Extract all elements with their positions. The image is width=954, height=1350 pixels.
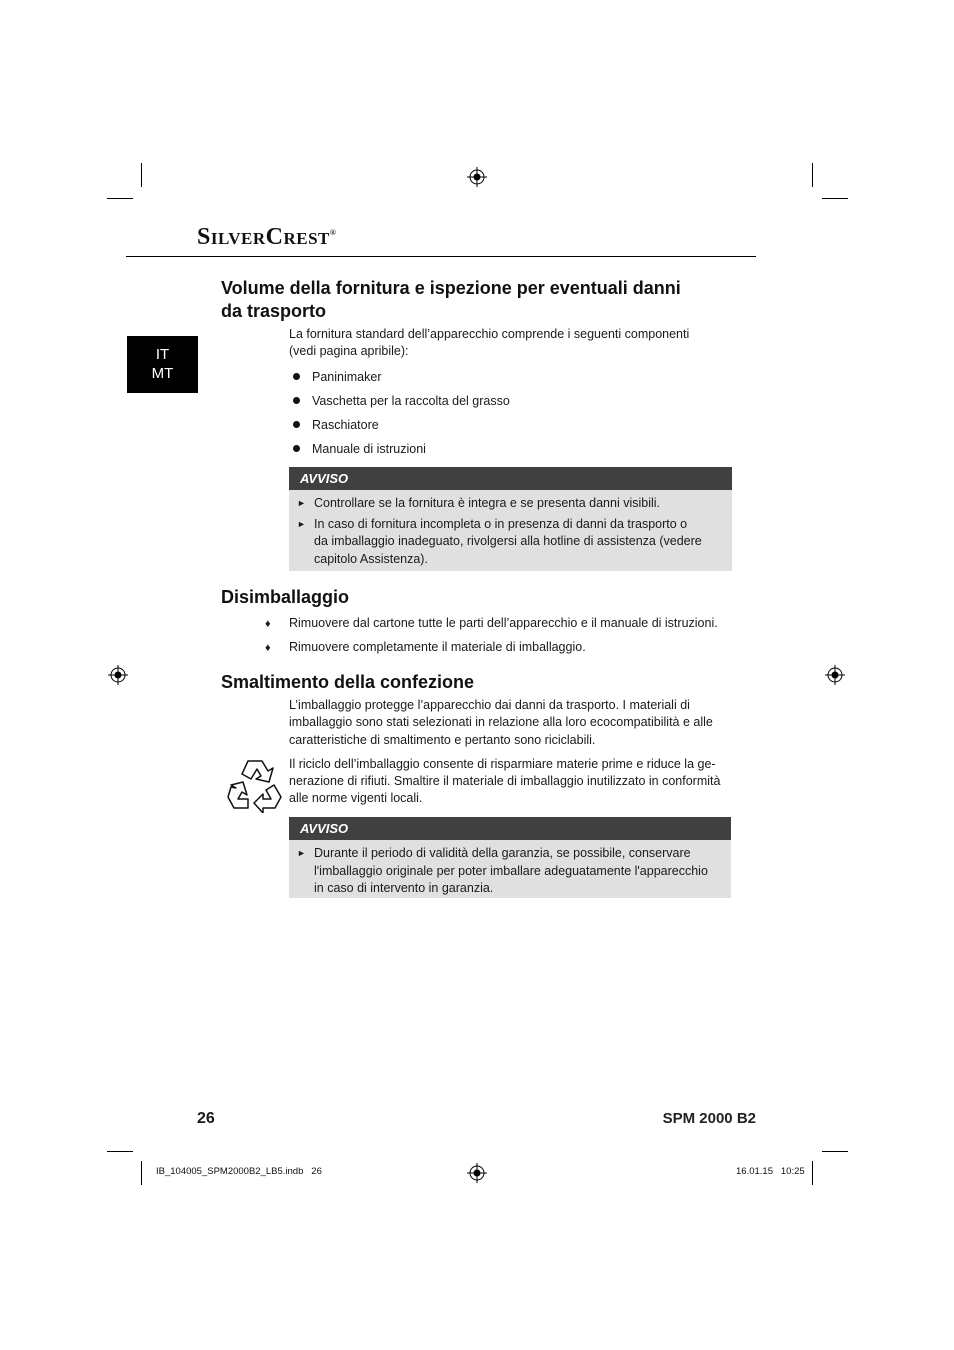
list-item-label: Manuale di istruzioni <box>312 442 426 456</box>
bullet-dot-icon <box>293 421 300 428</box>
paragraph-line: L’imballaggio protegge l’apparecchio dai danni da trasporto. I materiali di <box>289 698 690 712</box>
list-item-label: Vaschetta per la raccolta del grasso <box>312 394 510 408</box>
slug-file: IB_104005_SPM2000B2_LB5.indb 26 <box>156 1166 322 1177</box>
recycle-icon <box>226 757 284 813</box>
paragraph-line: caratteristiche di smaltimento e pertanto sono riciclabili. <box>289 733 596 747</box>
step-item <box>265 615 718 632</box>
page-number: 26 <box>197 1110 215 1127</box>
notice-item-text: In caso di fornitura incompleta o in presenza di danni da trasporto o <box>314 516 688 531</box>
crop-mark <box>107 1151 133 1152</box>
intro-line1: La fornitura standard dell’apparecchio comprende i seguenti componenti <box>289 327 690 341</box>
crop-mark <box>822 1151 848 1152</box>
crop-mark <box>107 198 133 199</box>
bullet-dot-icon <box>293 397 300 404</box>
notice-item-text: in caso di intervento in garanzia. <box>314 881 494 895</box>
notice-item-text: l'imballaggio originale per poter imballare adeguatamente l'apparecchio <box>314 863 708 878</box>
list-item-label: Raschiatore <box>312 418 379 432</box>
notice-body <box>289 490 732 571</box>
registration-mark-icon <box>467 1163 487 1183</box>
header-rule <box>126 256 756 257</box>
brand-name: SilverCrest <box>197 224 330 250</box>
notice-heading: AVVISO <box>289 817 731 840</box>
list-item <box>293 417 379 433</box>
notice-item <box>289 495 732 513</box>
notice-item-text: da imballaggio inadeguato, rivolgersi alla hotline di assistenza (vedere <box>314 534 702 548</box>
step-item <box>265 639 586 656</box>
section-title: Smaltimento della confezione <box>221 672 475 692</box>
section-title-line2: da trasporto <box>221 301 327 321</box>
crop-mark <box>812 163 813 187</box>
language-tab <box>127 336 198 393</box>
arrow-right-icon: ► <box>297 518 306 529</box>
paragraph-line: alle norme vigenti locali. <box>289 791 423 805</box>
crop-mark <box>822 198 848 199</box>
section-title: Disimballaggio <box>221 587 350 607</box>
brand-logo <box>197 224 336 251</box>
language-code-mt: MT <box>151 365 174 382</box>
step-text: Rimuovere dal cartone tutte le parti dell’apparecchio e il manuale di istruzioni. <box>289 616 718 630</box>
crop-mark <box>141 1161 142 1185</box>
intro-line2: (vedi pagina apribile): <box>289 344 409 358</box>
notice-box <box>289 817 731 898</box>
paragraph-line: imballaggio sono stati selezionati in relazione alla loro ecocompatibilità e alle <box>289 715 713 729</box>
diamond-icon: ♦ <box>265 618 271 630</box>
notice-body <box>289 840 731 898</box>
arrow-right-icon: ► <box>297 848 306 858</box>
paragraph-line: nerazione di rifiuti. Smaltire il materiale di imballaggio inutilizzato in conformità <box>289 774 721 788</box>
notice-item <box>289 516 732 569</box>
list-item <box>293 369 381 385</box>
notice-item-text: capitolo Assistenza). <box>314 551 428 566</box>
trademark: ® <box>329 228 337 237</box>
crop-mark <box>812 1161 813 1185</box>
notice-item-text: Controllare se la fornitura è integra e se presenta danni visibili. <box>314 496 661 510</box>
crop-mark <box>141 163 142 187</box>
arrow-right-icon: ► <box>297 498 306 508</box>
registration-mark-icon <box>825 665 845 685</box>
slug-date: 16.01.15 10:25 <box>736 1166 805 1177</box>
diamond-icon: ♦ <box>265 642 271 654</box>
language-code-it: IT <box>155 346 170 363</box>
list-item-label: Paninimaker <box>312 370 382 384</box>
bullet-dot-icon <box>293 373 300 380</box>
model-number: SPM 2000 B2 <box>662 1110 756 1127</box>
section-title-line1: Volume della fornitura e ispezione per eventuali danni <box>221 278 681 298</box>
notice-heading: AVVISO <box>289 467 732 490</box>
paragraph-line: Il riciclo dell’imballaggio consente di risparmiare materie prime e riduce la ge- <box>289 757 716 771</box>
notice-item <box>289 845 731 898</box>
registration-mark-icon <box>467 167 487 187</box>
list-item <box>293 393 510 409</box>
registration-mark-icon <box>108 665 128 685</box>
notice-box <box>289 467 732 571</box>
step-text: Rimuovere completamente il materiale di imballaggio. <box>289 640 586 654</box>
list-item <box>293 441 426 457</box>
bullet-dot-icon <box>293 445 300 452</box>
notice-item-text: Durante il periodo di validità della garanzia, se possibile, conservare <box>314 846 691 860</box>
